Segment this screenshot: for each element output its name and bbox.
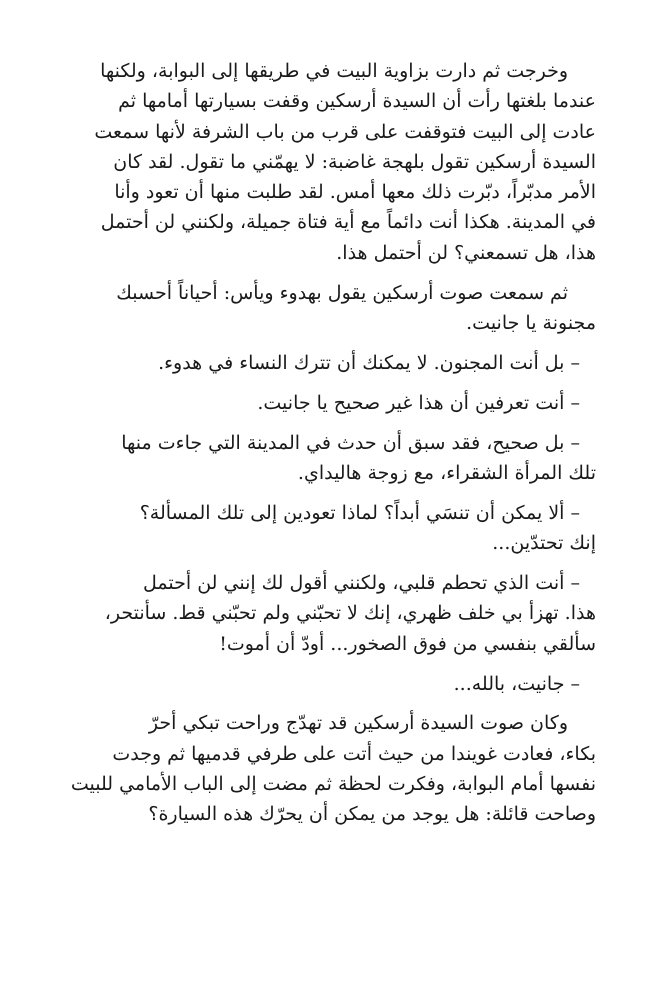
- dialogue-line: – أنت الذي تحطم قلبي، ولكنني أقول لك إنني لن أحتمل هذا. تهزأ بي خلف ظهري، إنك لا تحبّني ولم تحبّني قط. سأنتحر، سألقي بنفسي من فوق الصخور... أودّ أن أموت!: [104, 572, 596, 655]
- paragraph-gate-scene: وخرجت ثم دارت بزاوية البيت في طريقها إلى البوابة، ولكنها عندما بلغتها رأت أن السيدة أرسكين وقفت بسيارتها أمامها ثم عادت إلى البيت فتوقفت على قرب من باب الشرفة لأنها سمعت السيدة أرسكين تقول بلهجة غاضبة: لا يهمّني ما تقول. لقد كان الأمر مدبّراً، دبّرت ذلك معها أمس. لقد طلبت منها أن تعود وأنا في المدينة. هكذا أنت دائماً مع أية فتاة جميلة، ولكنني لن أحتمل هذا، هل تسمعني؟ لن أحتمل هذا.: [94, 60, 596, 264]
- dialogue-line: – أنت تعرفين أن هذا غير صحيح يا جانيت.: [257, 391, 580, 414]
- paragraph-erskine-reply: ثم سمعت صوت أرسكين يقول بهدوء ويأس: أحياناً أحسبك مجنونة يا جانيت.: [116, 281, 596, 334]
- dialogue-line: – بل أنت المجنون. لا يمكنك أن تترك النساء في هدوء.: [158, 351, 580, 374]
- book-page: [60, 56, 596, 839]
- paragraph-gwenda-returns: وكان صوت السيدة أرسكين قد تهدّج وراحت تبكي أحرّ بكاء، فعادت غويندا من حيث أتت على طرفي قدميها ثم وجدت نفسها أمام البوابة، وفكرت لحظة ثم مضت إلى الباب الأمامي للبيت وصاحت قائلة: هل يوجد من يمكن أن يحرّك هذه السيارة؟: [70, 712, 596, 826]
- dialogue-line: – ألا يمكن أن تنسَي أبداً؟ لماذا تعودين إلى تلك المسألة؟ إنك تحتدّين...: [139, 501, 596, 555]
- dialogue-line: – جانيت، بالله...: [453, 672, 580, 695]
- dialogue-line: – بل صحيح، فقد سبق أن حدث في المدينة التي جاءت منها تلك المرأة الشقراء، مع زوجة هاليداي.: [121, 431, 596, 484]
